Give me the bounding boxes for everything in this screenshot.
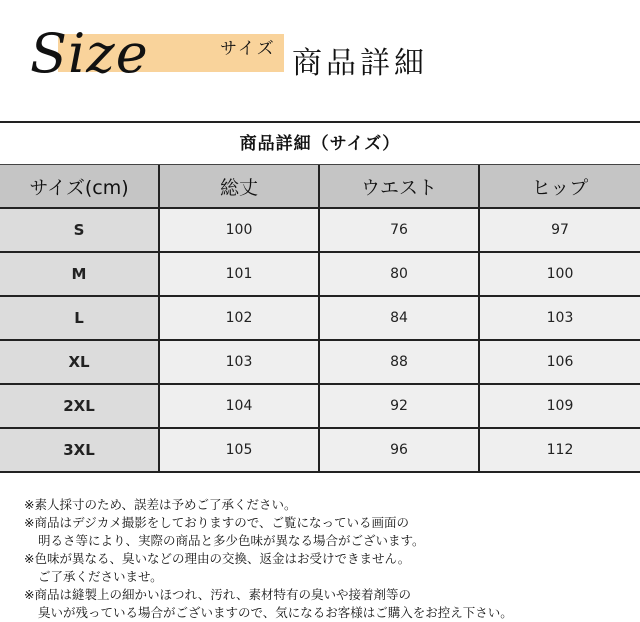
row-size-label: S	[0, 209, 160, 253]
row-length-value: 100	[160, 209, 320, 253]
table-title: 商品詳細（サイズ）	[0, 121, 640, 165]
row-size-label: M	[0, 253, 160, 297]
row-hip-value: 106	[480, 341, 640, 385]
row-hip-value: 100	[480, 253, 640, 297]
row-length-value: 104	[160, 385, 320, 429]
row-size-label: L	[0, 297, 160, 341]
row-hip-value: 97	[480, 209, 640, 253]
note-line: ※商品は縫製上の細かいほつれ、汚れ、素材特有の臭いや接着剤等の	[24, 587, 411, 602]
row-hip-value: 112	[480, 429, 640, 473]
row-hip-value: 109	[480, 385, 640, 429]
note-line: 臭いが残っている場合がございますので、気になるお客様はご購入をお控え下さい。	[38, 605, 513, 620]
row-waist-value: 96	[320, 429, 480, 473]
row-waist-value: 92	[320, 385, 480, 429]
row-size-label: XL	[0, 341, 160, 385]
column-header-size: サイズ(cm)	[0, 165, 160, 209]
size-script-word: Size	[30, 22, 149, 85]
column-header-waist: ウエスト	[320, 165, 480, 209]
row-waist-value: 88	[320, 341, 480, 385]
row-length-value: 105	[160, 429, 320, 473]
row-waist-value: 84	[320, 297, 480, 341]
note-line: 明るさ等により、実際の商品と多少色味が異なる場合がございます。	[38, 533, 425, 548]
row-length-value: 102	[160, 297, 320, 341]
header-banner	[0, 0, 640, 110]
size-table-grid	[0, 165, 640, 473]
size-kana-label: サイズ	[220, 39, 276, 59]
row-length-value: 103	[160, 341, 320, 385]
row-length-value: 101	[160, 253, 320, 297]
row-waist-value: 76	[320, 209, 480, 253]
note-line: ※色味が異なる、臭いなどの理由の交換、返金はお受けできません。	[24, 551, 411, 566]
note-line: ※商品はデジカメ撮影をしておりますので、ご覧になっている画面の	[24, 515, 409, 530]
row-waist-value: 80	[320, 253, 480, 297]
row-hip-value: 103	[480, 297, 640, 341]
note-line: ご了承くださいませ。	[38, 569, 163, 584]
size-table	[0, 121, 640, 473]
page-title: 商品詳細	[292, 46, 428, 81]
note-line: ※素人採寸のため、誤差は予めご了承ください。	[24, 497, 297, 512]
disclaimer-notes	[24, 496, 634, 622]
column-header-length: 総丈	[160, 165, 320, 209]
row-size-label: 2XL	[0, 385, 160, 429]
row-size-label: 3XL	[0, 429, 160, 473]
column-header-hip: ヒップ	[480, 165, 640, 209]
